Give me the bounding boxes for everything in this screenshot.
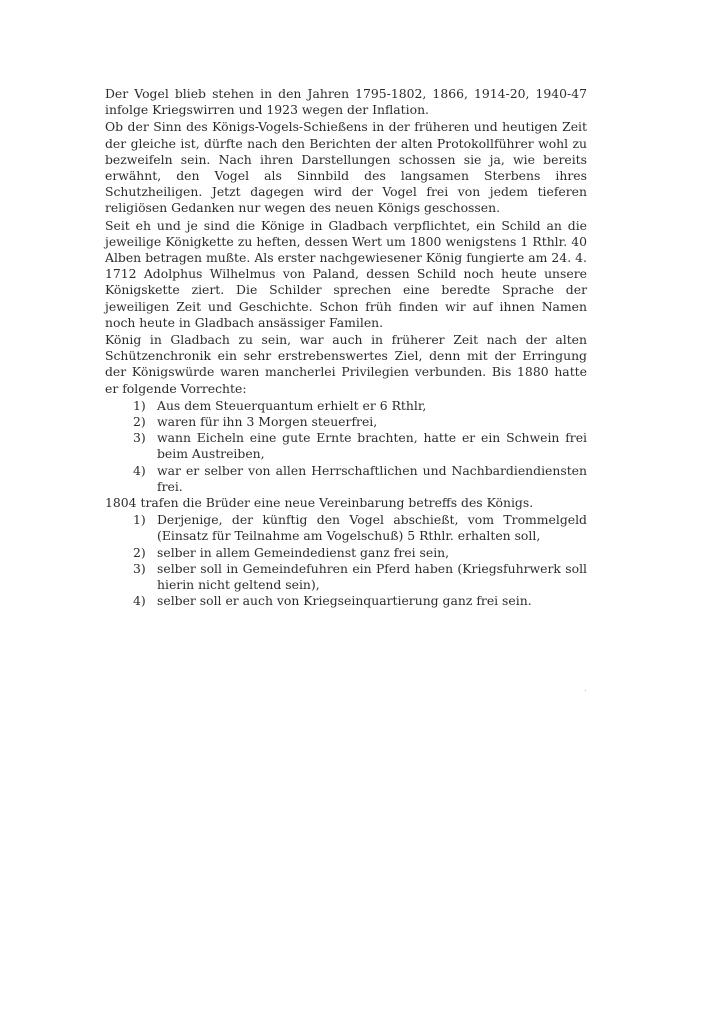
paragraph-4: König in Gladbach zu sein, war auch in früherer Zeit nach der alten Schützenchronik ein sehr erstrebenswertes Ziel, denn mit der Erringung der Königswürde waren mancherlei Privilegien verbunden. Bis 1880 hatte er folgende Vorrechte: bbox=[105, 332, 587, 396]
list-item bbox=[105, 561, 587, 593]
list-number: 3) bbox=[133, 430, 146, 446]
paragraph-2: Ob der Sinn des Königs-Vogels-Schießens in der früheren und heutigen Zeit der gleiche ist, dürfte nach den Berichten der alten Protokollführer wohl zu bezweifeln sein. Nach ihren Darstellungen schossen sie ja, wie bereits erwähnt, den Vogel als Sinnbild des langsamen Sterbens ihres Schutzheiligen. Jetzt dagegen wird der Vogel frei von jedem tieferen religiösen Gedanken nur wegen des neuen Königs geschossen. bbox=[105, 119, 587, 216]
list-number: 3) bbox=[133, 560, 146, 576]
list-text: war er selber von allen Herrschaftlichen und Nachbardiendiensten frei. bbox=[157, 462, 587, 494]
paragraph-5: 1804 trafen die Brüder eine neue Vereinbarung betreffs des Königs. bbox=[105, 495, 534, 511]
list-item bbox=[105, 414, 587, 430]
list-number: 4) bbox=[133, 462, 146, 478]
list-number: 1) bbox=[133, 397, 146, 413]
document-page bbox=[105, 86, 587, 610]
list-item bbox=[105, 398, 587, 414]
list-item bbox=[105, 545, 587, 561]
list-item bbox=[105, 512, 587, 544]
list-number: 1) bbox=[133, 512, 146, 528]
list-text: waren für ihn 3 Morgen steuerfrei, bbox=[157, 414, 378, 430]
list-text: selber in allem Gemeindedienst ganz frei sein, bbox=[157, 544, 450, 560]
list-text: selber soll er auch von Kriegseinquartierung ganz frei sein. bbox=[157, 593, 532, 609]
list-item bbox=[105, 593, 587, 609]
list-number: 2) bbox=[133, 414, 146, 430]
privileges-list bbox=[105, 398, 587, 495]
scan-speck bbox=[585, 690, 586, 691]
list-item bbox=[105, 430, 587, 462]
list-item bbox=[105, 463, 587, 495]
paragraph-3: Seit eh und je sind die Könige in Gladbach verpflichtet, ein Schild an die jeweilige Königkette zu heften, dessen Wert um 1800 wenigstens 1 Rthlr. 40 Alben betragen mußte. Als erster nachgewiesener König fungierte am 24. 4. 1712 Adolphus Wilhelmus von Paland, dessen Schild noch heute unsere Königskette ziert. Die Schilder sprechen eine beredte Sprache der jeweiligen Zeit und Geschichte. Schon früh finden wir auf ihnen Namen noch heute in Gladbach ansässiger Familen. bbox=[105, 217, 587, 330]
list-text: selber soll in Gemeindefuhren ein Pferd haben (Kriegsfuhrwerk soll hierin nicht geltend sein), bbox=[157, 560, 587, 593]
list-number: 2) bbox=[133, 544, 146, 560]
list-number: 4) bbox=[133, 593, 146, 609]
paragraph-1: Der Vogel blieb stehen in den Jahren 1795-1802, 1866, 1914-20, 1940-47 infolge Kriegswirren und 1923 wegen der Inflation. bbox=[105, 86, 587, 118]
list-text: wann Eicheln eine gute Ernte brachten, hatte er ein Schwein frei beim Austreiben, bbox=[157, 430, 587, 462]
list-text: Derjenige, der künftig den Vogel abschießt, vom Trommelgeld (Einsatz für Teilnahme am Vogelschuß) 5 Rthlr. erhalten soll, bbox=[157, 512, 587, 544]
list-text: Aus dem Steuerquantum erhielt er 6 Rthlr, bbox=[157, 397, 427, 413]
agreement-list bbox=[105, 512, 587, 609]
